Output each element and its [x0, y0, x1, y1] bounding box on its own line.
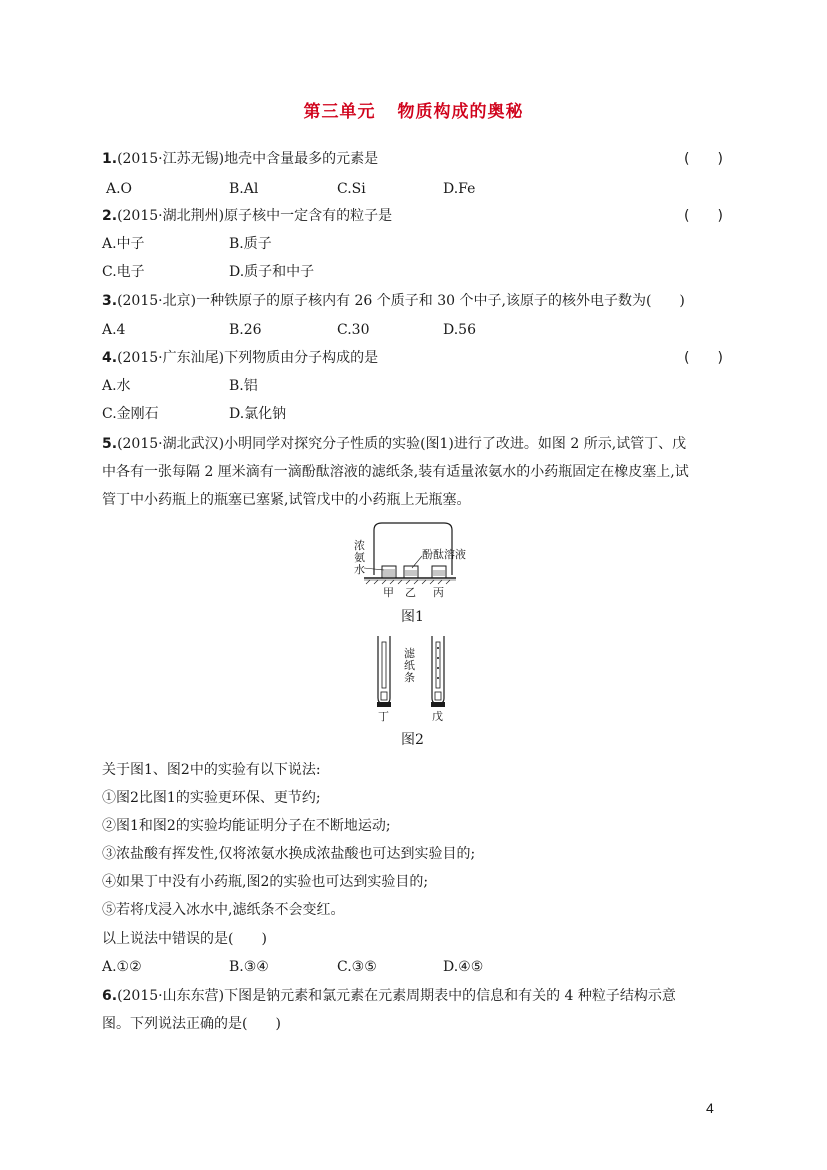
option-d: D.质子和中子	[229, 264, 315, 280]
option-c: C.金刚石	[102, 406, 159, 422]
question-5-stem-line-2: 中各有一张每隔 2 厘米滴有一滴酚酞溶液的滤纸条,装有适量浓氨水的小药瓶固定在橡皮塞上,试	[102, 464, 689, 480]
beaker-label-bing: 丙	[433, 586, 444, 599]
answer-blank: ( )	[684, 151, 723, 167]
question-4-stem	[102, 351, 378, 365]
figure-1-diagram	[352, 518, 466, 600]
option-d: D.56	[443, 322, 476, 338]
label-filter-strip-char: 滤	[404, 647, 415, 660]
beaker-label-yi: 乙	[405, 586, 416, 599]
statement-2: ②图1和图2的实验均能证明分子在不断地运动;	[102, 818, 391, 834]
label-filter-strip	[404, 648, 416, 684]
question-number: 5.	[102, 436, 118, 452]
statements-intro: 关于图1、图2中的实验有以下说法:	[102, 762, 321, 778]
figure-1-caption: 图1	[401, 609, 424, 625]
question-2-stem	[102, 209, 392, 223]
answer-blank: ( )	[684, 208, 723, 224]
option-b: B.质子	[229, 236, 272, 252]
option-a: A.O	[106, 181, 133, 197]
question-6-stem-line-2: 图。下列说法正确的是( )	[102, 1016, 281, 1032]
question-text: (2015·湖北荆州)原子核中一定含有的粒子是	[117, 208, 393, 224]
statement-3: ③浓盐酸有挥发性,仅将浓氨水换成浓盐酸也可达到实验目的;	[102, 846, 476, 862]
question-6-stem-line-1	[102, 989, 676, 1003]
label-ammonia-char: 水	[354, 563, 365, 576]
question-number: 3.	[102, 293, 118, 309]
tube-label-wu: 戊	[432, 710, 443, 723]
option-d: D.氯化钠	[229, 406, 287, 422]
question-text: (2015·江苏无锡)地壳中含量最多的元素是	[117, 151, 379, 167]
tube-label-ding: 丁	[378, 710, 389, 723]
question-5-stem-line-3: 管丁中小药瓶上的瓶塞已塞紧,试管戊中的小药瓶上无瓶塞。	[102, 492, 471, 508]
question-number: 2.	[102, 208, 118, 224]
statement-5: ⑤若将戊浸入冰水中,滤纸条不会变红。	[102, 902, 345, 918]
unit-label: 第三单元	[303, 102, 376, 122]
question-5-stem-line-1	[102, 437, 686, 451]
option-a: A.4	[102, 322, 126, 338]
answer-blank: ( )	[684, 350, 723, 366]
option-a: A.中子	[102, 236, 145, 252]
question-text: (2015·广东汕尾)下列物质由分子构成的是	[117, 350, 379, 366]
option-b: B.③④	[229, 959, 269, 975]
question-number: 1.	[102, 151, 118, 167]
label-phenolphthalein: 酚酞溶液	[422, 548, 466, 561]
beaker-label-jia: 甲	[383, 586, 394, 599]
question-text: (2015·山东东营)下图是钠元素和氯元素在元素周期表中的信息和有关的 4 种粒子结构示意	[117, 988, 676, 1004]
label-ammonia-char: 浓	[354, 539, 365, 552]
option-d: D.④⑤	[443, 959, 484, 975]
option-c: C.电子	[102, 264, 145, 280]
statement-4: ④如果丁中没有小药瓶,图2的实验也可达到实验目的;	[102, 874, 429, 890]
question-1-stem	[102, 152, 378, 166]
question-5-ask: 以上说法中错误的是( )	[102, 931, 267, 947]
figure-2-diagram	[370, 632, 454, 724]
option-c: C.30	[337, 322, 370, 338]
option-a: A.①②	[102, 959, 142, 975]
question-text: (2015·北京)一种铁原子的原子核内有 26 个质子和 30 个中子,该原子的核外电子数为( )	[117, 293, 685, 309]
question-3-stem	[102, 294, 685, 308]
question-number: 4.	[102, 350, 118, 366]
label-filter-strip-char: 纸	[404, 659, 415, 672]
question-number: 6.	[102, 988, 118, 1004]
option-b: B.26	[229, 322, 262, 338]
label-ammonia	[354, 540, 366, 576]
option-b: B.Al	[229, 181, 259, 197]
option-a: A.水	[102, 378, 131, 394]
label-ammonia-char: 氨	[354, 551, 365, 564]
option-c: C.③⑤	[337, 959, 377, 975]
option-b: B.铝	[229, 378, 258, 394]
label-filter-strip-char: 条	[404, 671, 415, 684]
page-title	[0, 104, 827, 121]
figure-2-caption: 图2	[401, 732, 424, 748]
option-c: C.Si	[337, 181, 366, 197]
question-text: (2015·湖北武汉)小明同学对探究分子性质的实验(图1)进行了改进。如图 2 所示,试管丁、戊	[117, 436, 687, 452]
statement-1: ①图2比图1的实验更环保、更节约;	[102, 790, 321, 806]
unit-topic: 物质构成的奥秘	[397, 102, 524, 122]
option-d: D.Fe	[443, 181, 476, 197]
page-number: 4	[706, 1100, 714, 1116]
